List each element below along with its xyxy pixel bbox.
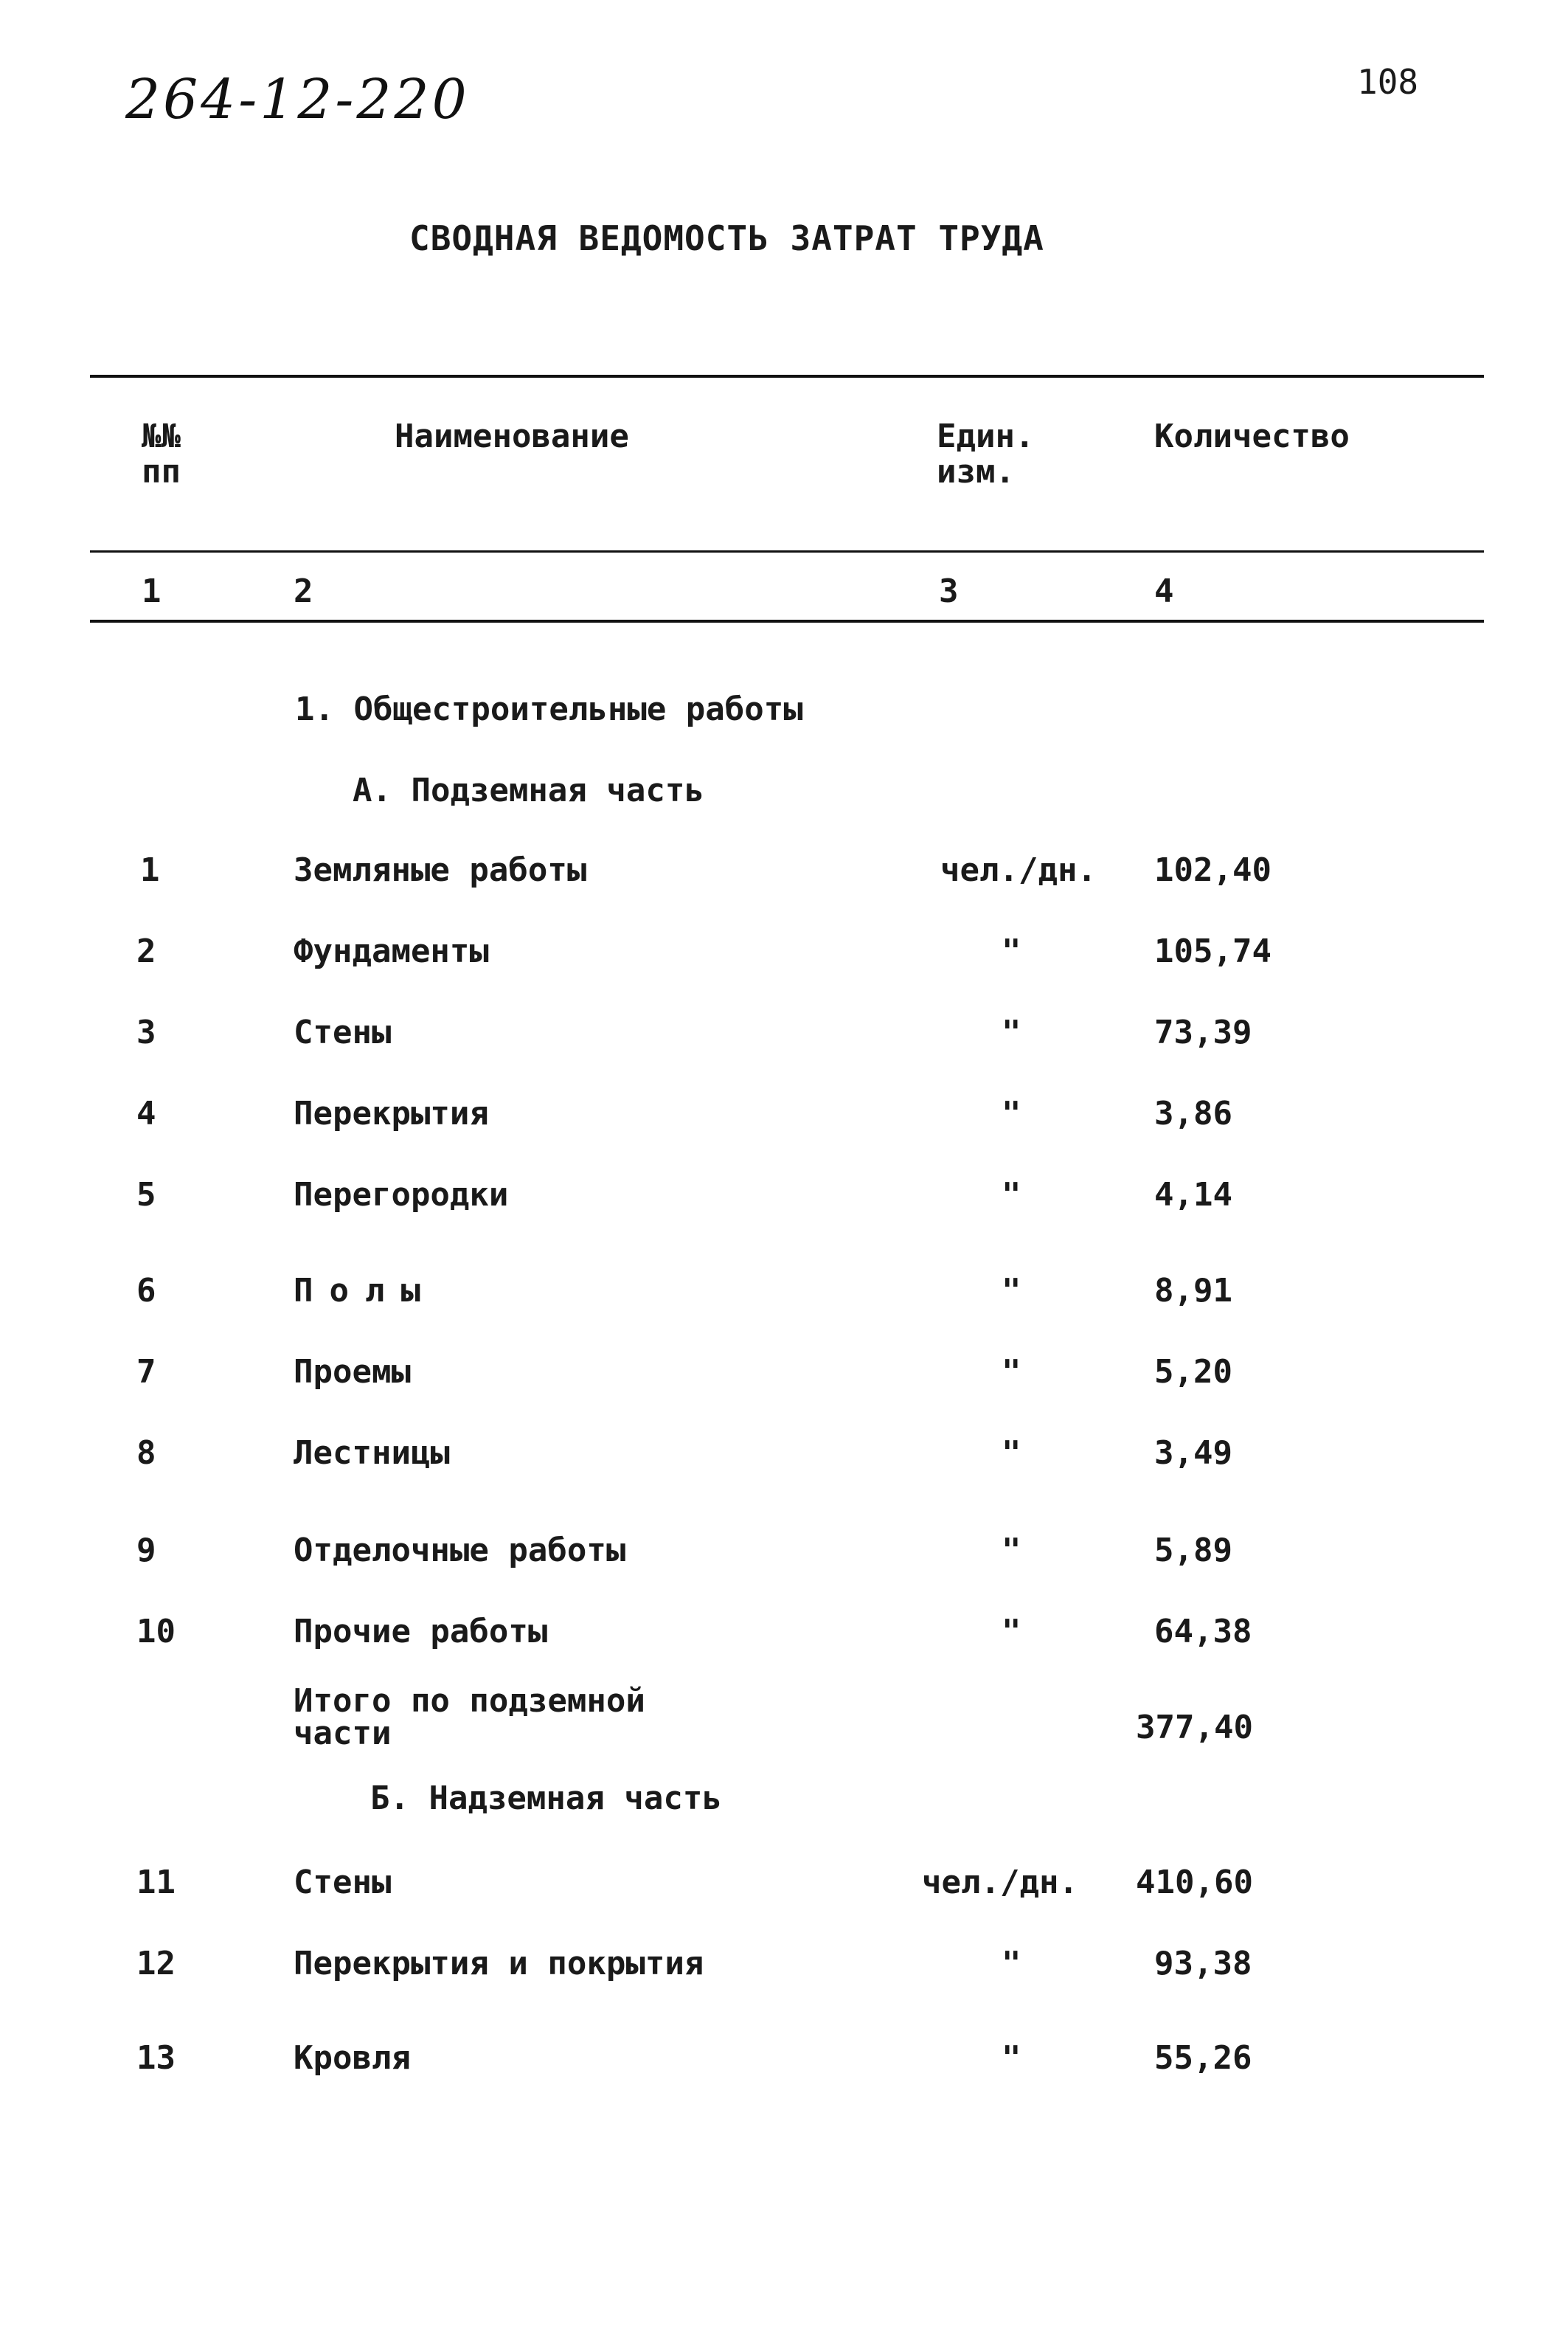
subtotal-label-line1: Итого по подземной	[294, 1682, 645, 1720]
row-number: 4	[136, 1095, 156, 1132]
row-name: Проемы	[294, 1353, 411, 1391]
header-number	[142, 419, 181, 491]
header-bottom-rule	[90, 550, 1484, 553]
row-name: Фундаменты	[294, 933, 489, 970]
row-quantity: 64,38	[1154, 1613, 1252, 1650]
subtotal-label-line2: части	[294, 1715, 392, 1752]
column-number-2: 2	[294, 573, 313, 610]
header-unit-line2: изм.	[937, 453, 1015, 491]
row-unit: "	[1002, 2039, 1021, 2077]
header-unit-line1: Един.	[937, 418, 1035, 455]
column-number-3: 3	[939, 573, 959, 610]
row-unit: "	[1002, 1095, 1021, 1132]
row-number: 12	[136, 1945, 176, 1982]
header-name: Наименование	[395, 418, 629, 455]
row-quantity: 3,49	[1154, 1434, 1232, 1472]
row-number: 8	[136, 1434, 156, 1472]
row-name: Кровля	[294, 2039, 411, 2077]
row-unit: "	[1002, 1353, 1021, 1391]
row-unit: "	[1002, 1945, 1021, 1982]
row-quantity: 3,86	[1154, 1095, 1232, 1132]
row-number: 11	[136, 1864, 176, 1901]
row-quantity: 105,74	[1154, 933, 1272, 970]
column-number-4: 4	[1154, 573, 1174, 610]
row-unit: "	[1002, 1613, 1021, 1650]
row-number: 3	[136, 1014, 156, 1051]
row-quantity: 8,91	[1154, 1272, 1232, 1310]
row-number: 10	[136, 1613, 176, 1650]
header-number-line1: №№	[142, 418, 181, 455]
row-name: Отделочные работы	[294, 1532, 626, 1569]
row-quantity: 4,14	[1154, 1176, 1232, 1214]
section-heading: 1. Общестроительные работы	[295, 691, 803, 728]
row-unit: "	[1002, 933, 1021, 970]
row-name: Стены	[294, 1014, 392, 1051]
row-name: Перегородки	[294, 1176, 509, 1214]
row-quantity: 55,26	[1154, 2039, 1252, 2077]
column-number-1: 1	[142, 573, 162, 610]
page-number: 108	[1357, 62, 1419, 102]
row-name: Земляные работы	[294, 851, 587, 889]
document-title: СВОДНАЯ ВЕДОМОСТЬ ЗАТРАТ ТРУДА	[409, 218, 1044, 258]
row-unit: чел./дн.	[940, 851, 1097, 889]
row-unit: "	[1002, 1434, 1021, 1472]
row-name: Стены	[294, 1864, 392, 1901]
subtotal-label	[294, 1682, 645, 1752]
row-quantity: 410,60	[1136, 1864, 1253, 1901]
row-number: 1	[140, 851, 160, 889]
row-quantity: 73,39	[1154, 1014, 1252, 1051]
header-quantity: Количество	[1154, 418, 1350, 455]
subsection-heading-b: Б. Надземная часть	[370, 1779, 722, 1817]
table-top-rule	[90, 375, 1484, 378]
row-number: 2	[136, 933, 156, 970]
row-quantity: 5,20	[1154, 1353, 1232, 1391]
row-unit: "	[1002, 1272, 1021, 1310]
row-quantity: 93,38	[1154, 1945, 1252, 1982]
row-name: Лестницы	[294, 1434, 450, 1472]
row-quantity: 102,40	[1154, 851, 1272, 889]
row-unit: чел./дн.	[922, 1864, 1078, 1901]
row-quantity: 5,89	[1154, 1532, 1232, 1569]
subtotal-quantity: 377,40	[1136, 1709, 1253, 1746]
row-name: Полы	[294, 1272, 437, 1310]
row-number: 9	[136, 1532, 156, 1569]
row-number: 5	[136, 1176, 156, 1214]
row-unit: "	[1002, 1014, 1021, 1051]
row-unit: "	[1002, 1176, 1021, 1214]
row-number: 13	[136, 2039, 176, 2077]
row-name: Перекрытия	[294, 1095, 489, 1132]
header-number-line2: пп	[142, 453, 181, 491]
handwritten-document-code: 264-12-220	[125, 68, 470, 131]
header-unit	[937, 419, 1034, 491]
subsection-heading-a: А. Подземная часть	[353, 772, 704, 809]
column-numbers-bottom-rule	[90, 620, 1484, 623]
row-number: 7	[136, 1353, 156, 1391]
row-unit: "	[1002, 1532, 1021, 1569]
row-number: 6	[136, 1272, 156, 1310]
row-name: Перекрытия и покрытия	[294, 1945, 704, 1982]
row-name: Прочие работы	[294, 1613, 548, 1650]
